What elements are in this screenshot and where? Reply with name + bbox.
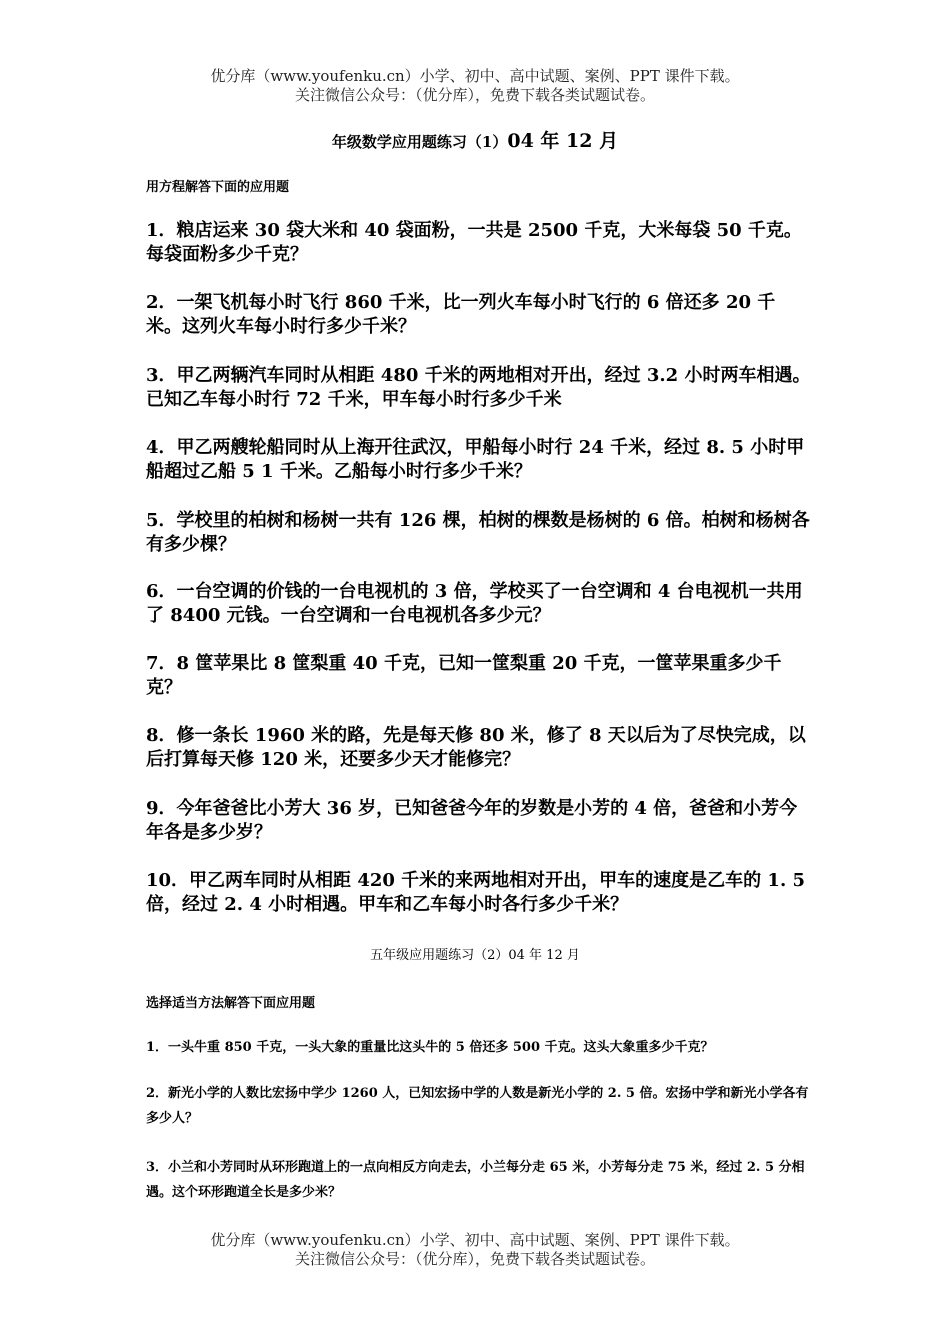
part2-question: 3．小兰和小芳同时从环形跑道上的一点向相反方向走去，小兰每分走 65 米，小芳每分走 75 米，经过 2. 5 分相遇。这个环形跑道全长是多少米？ (146, 1160, 805, 1200)
part1-question: 6．一台空调的价钱的一台电视机的 3 倍，学校买了一台空调和 4 台电视机一共用了 8400 元钱。一台空调和一台电视机各多少元？ (146, 581, 803, 626)
part1-question: 9．今年爸爸比小芳大 36 岁，已知爸爸今年的岁数是小芳的 4 倍，爸爸和小芳今年各是多少岁？ (146, 798, 798, 843)
part1-title-date: 04 年 12 月 (507, 130, 619, 152)
header-line-2: 关注微信公众号：（优分库），免费下载各类试题试卷。 (294, 86, 655, 104)
part1-question: 3．甲乙两辆汽车同时从相距 480 千米的两地相对开出，经过 3.2 小时两车相遇。已知乙车每小时行 72 千米，甲车每小时行多少千米 (146, 365, 811, 410)
part1-question: 2．一架飞机每小时飞行 860 千米，比一列火车每小时飞行的 6 倍还多 20 千米。这列火车每小时行多少千米？ (146, 292, 776, 337)
part2-instruction: 选择适当方法解答下面应用题 (146, 996, 316, 1011)
part1-question: 10．甲乙两车同时从相距 420 千米的来两地相对开出，甲车的速度是乙车的 1. 5 倍，经过 2. 4 小时相遇。甲车和乙车每小时各行多少千米？ (146, 870, 806, 915)
part2-question: 1．一头牛重 850 千克，一头大象的重量比这头牛的 5 倍还多 500 千克。这头大象重多少千克？ (146, 1040, 714, 1055)
part1-title-text: 年级数学应用题练习（1） (331, 133, 508, 151)
footer-line-2: 关注微信公众号：（优分库），免费下载各类试题试卷。 (294, 1250, 655, 1268)
part2-question: 2．新光小学的人数比宏扬中学少 1260 人，已知宏扬中学的人数是新光小学的 2. 5 倍。宏扬中学和新光小学各有多少人？ (146, 1086, 809, 1126)
part1-question: 4．甲乙两艘轮船同时从上海开往武汉，甲船每小时行 24 千米，经过 8. 5 小时甲船超过乙船 5 1 千米。乙船每小时行多少千米？ (146, 437, 805, 482)
part2-title: 五年级应用题练习（2）04 年 12 月 (370, 948, 580, 963)
header-line-1: 优分库（www.youfenku.cn）小学、初中、高中试题、案例、PPT 课件下载。 (210, 67, 740, 85)
part1-question: 1．粮店运来 30 袋大米和 40 袋面粉，一共是 2500 千克，大米每袋 50 千克。每袋面粉多少千克？ (146, 220, 802, 265)
part1-instruction: 用方程解答下面的应用题 (146, 180, 290, 195)
part1-title (0, 126, 950, 153)
part1-question: 5．学校里的柏树和杨树一共有 126 棵，柏树的棵数是杨树的 6 倍。柏树和杨树各有多少棵？ (146, 510, 810, 555)
footer-line-1: 优分库（www.youfenku.cn）小学、初中、高中试题、案例、PPT 课件下载。 (210, 1231, 740, 1249)
part1-question: 7．8 筐苹果比 8 筐梨重 40 千克，已知一筐梨重 20 千克，一筐苹果重多少千克？ (146, 653, 782, 698)
part1-question: 8．修一条长 1960 米的路，先是每天修 80 米，修了 8 天以后为了尽快完成，以后打算每天修 120 米，还要多少天才能修完？ (146, 725, 806, 770)
